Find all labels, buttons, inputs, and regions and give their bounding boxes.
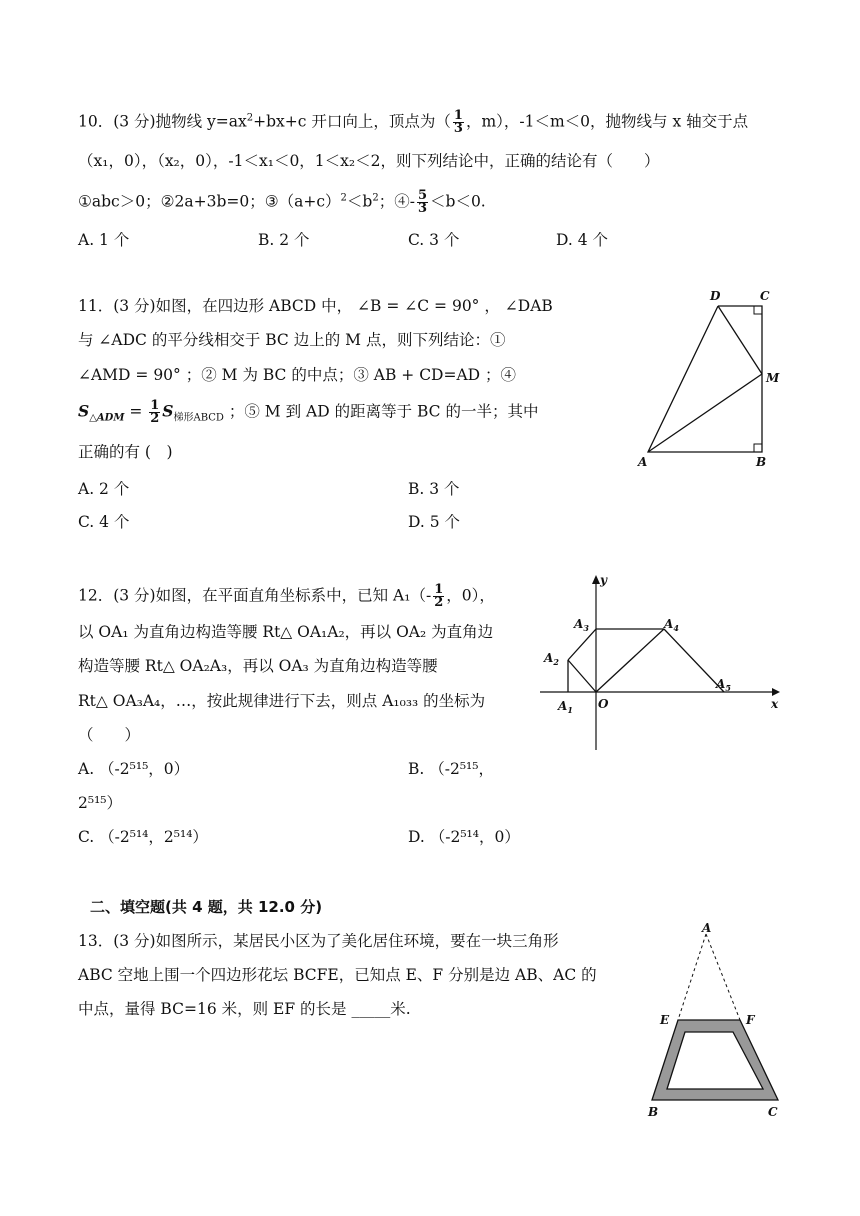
x-axis-arrow [772,688,780,696]
q12-line5: （ ） [78,726,141,744]
q11-line3: ∠AMD = 90° ；② M 为 BC 的中点；③ AB + CD=AD ；④ [78,366,517,384]
label-a: A [702,921,712,935]
q11-line5: 正确的有 ( ) [78,443,173,461]
q12-line2: 以 OA₁ 为直角边构造等腰 Rt△ OA₁A₂，再以 OA₂ 为直角边 [78,623,494,641]
label-c: C [760,289,770,303]
q11-option-c[interactable]: C. 4 个 [78,513,130,531]
q12-figure [536,570,786,752]
right-angle-b [754,444,762,452]
q11-option-d[interactable]: D. 5 个 [408,513,461,531]
q12-option-a[interactable]: A. （-2⁵¹⁵，0） [78,760,190,778]
label-a1: $A_1$ [558,699,573,715]
q12-option-b-cont: 2⁵¹⁵） [78,794,123,812]
label-x: x [771,697,779,711]
label-b: B [648,1105,659,1119]
q10-option-d[interactable]: D. 4 个 [556,231,609,249]
label-a4: $A_4$ [664,617,679,633]
q11-line2: 与 ∠ADC 的平分线相交于 BC 边上的 M 点，则下列结论：① [78,331,506,349]
q10-line3: ①abc＞0；②2a+3b=0；$③(a+c)^2<b^2$；④- $\frac{5}{3}$ ＜b＜0. [78,188,486,216]
q12-option-d[interactable]: D. （-2⁵¹⁴，0） [408,828,520,846]
fraction: $\frac{1}{2}$ [150,398,160,426]
q13-line1: 13．(3 分)如图所示，某居民小区为了美化居住环境，要在一块三角形 [78,932,559,950]
q11-figure [628,282,788,472]
q10-option-c[interactable]: C. 3 个 [408,231,460,249]
q12-line3: 构造等腰 Rt△ OA₂A₃，再以 OA₃ 为直角边构造等腰 [78,657,438,675]
dashed-ae [678,934,706,1020]
q12-line4: Rt△ OA₃A₄，…，按此规律进行下去，则点 A₁₀₃₃ 的坐标为 [78,692,486,710]
label-f: F [746,1013,755,1027]
q13-line3: 中点，量得 BC=16 米，则 EF 的长是 _____米. [78,1000,411,1018]
flower-bed-bcfe [652,1020,778,1100]
q11-option-a[interactable]: A. 2 个 [78,480,130,498]
q13-figure [644,920,794,1126]
q11-line1: 11．(3 分)如图，在四边形 ABCD 中， ∠B = ∠C = 90° ， ∠DAB [78,297,553,315]
segment-a2a3 [568,629,596,660]
q10-option-b[interactable]: B. 2 个 [258,231,310,249]
fraction: $\frac{1}{2}$ [434,582,444,610]
segment-a4a5 [664,629,724,692]
right-angle-c [754,306,762,314]
y-axis-arrow [592,575,600,584]
label-y: y [600,573,607,587]
label-c: C [768,1105,778,1119]
label-o: O [598,697,609,711]
label-a2: $A_2$ [544,651,559,667]
q10-line2: （x₁，0），（x₂，0），-1＜x₁＜0，1＜x₂＜2，则下列结论中，正确的结论有（ ） [78,152,660,170]
q10-line1: 10．(3 分)抛物线 $y=ax^2+bx+c$ 开口向上，顶点为（ $\frac{1}{3}$ ，m），-1＜m＜0，抛物线与 x 轴交于点 [78,108,749,136]
dashed-af [706,934,740,1020]
q12-option-c[interactable]: C. （-2⁵¹⁴，2⁵¹⁴） [78,828,208,846]
segment-oa4 [596,629,664,692]
q11-option-b[interactable]: B. 3 个 [408,480,460,498]
label-a: A [638,455,648,469]
label-a5: $A_5$ [716,677,731,693]
label-e: E [660,1013,670,1027]
label-m: M [766,371,780,385]
segment-oa2 [568,660,596,692]
q12-option-b[interactable]: B. （-2⁵¹⁵， [408,760,494,778]
q13-line2: ABC 空地上围一个四边形花坛 BCFE，已知点 E、F 分别是边 AB、AC 的 [78,966,597,984]
q10-option-a[interactable]: A. 1 个 [78,231,130,249]
q11-line4: $S_{\triangle ADM}$ = $\frac{1}{2}$ $S_{梯形ABCD}$ ；⑤ M 到 AD 的距离等于 BC 的一半；其中 [78,398,539,426]
label-b: B [756,455,767,469]
q12-line1: 12．(3 分)如图，在平面直角坐标系中，已知 A₁（- $\frac{1}{2}$ ，0）， [78,582,495,610]
section-heading: 二、填空题(共 4 题，共 12.0 分) [90,898,323,916]
fraction: $\frac{5}{3}$ [417,188,428,216]
label-a3: $A_3$ [574,617,589,633]
segment-dm [718,306,762,374]
fraction: $\frac{1}{3}$ [453,108,463,136]
label-d: D [710,289,721,303]
segment-am [648,374,762,452]
quadrilateral-abcd [648,306,762,452]
